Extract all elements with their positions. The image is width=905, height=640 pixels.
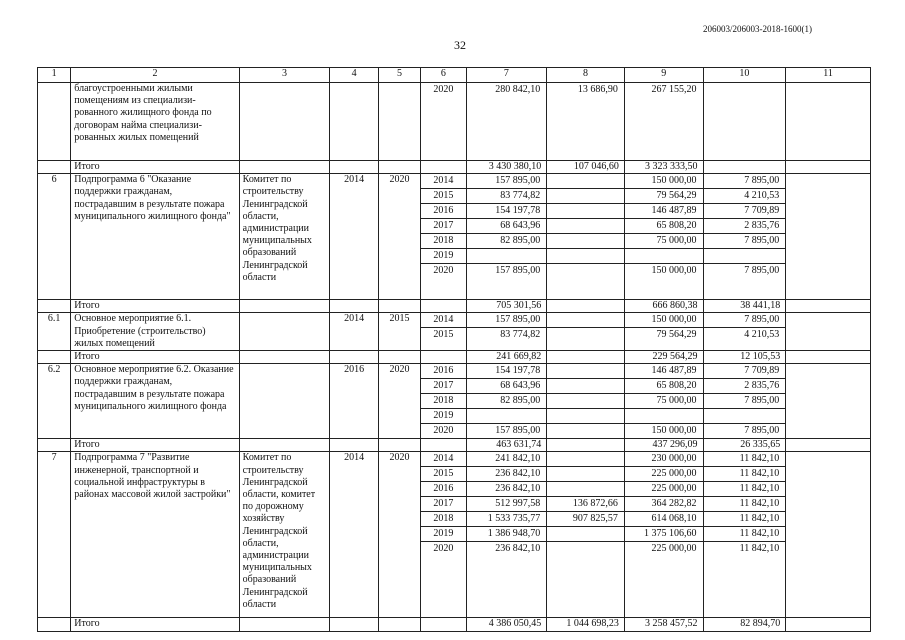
regional-amount: 79 564,29 xyxy=(625,188,703,203)
column-header: 5 xyxy=(378,68,420,83)
item-number: 6.2 xyxy=(38,364,71,439)
local-amount: 11 842,10 xyxy=(704,481,786,496)
local-amount: 7 895,00 xyxy=(744,314,780,326)
total-amount-column xyxy=(466,313,547,351)
local-amount: 11 842,10 xyxy=(704,526,786,541)
total-c10 xyxy=(703,161,786,174)
local-amount: 11 842,10 xyxy=(704,496,786,511)
federal-amount xyxy=(547,466,624,481)
total-notes xyxy=(786,300,871,313)
total-amount-column xyxy=(466,364,547,439)
executor xyxy=(239,83,330,161)
total-empty xyxy=(421,351,466,364)
total-empty xyxy=(378,161,420,174)
local-amount: 7 709,89 xyxy=(744,365,780,377)
federal-amount xyxy=(547,423,624,438)
start-year xyxy=(330,83,378,161)
notes-cell xyxy=(786,364,871,439)
item-number: 6 xyxy=(38,174,71,300)
total-amount: 1 386 948,70 xyxy=(467,526,547,541)
executor: Комитет по строительству Ленинградской области, администрации муниципальных образований Ленинградской области xyxy=(239,174,330,300)
federal-amount xyxy=(547,408,624,423)
total-notes xyxy=(786,618,871,631)
start-year: 2014 xyxy=(330,174,378,300)
regional-amount: 146 487,89 xyxy=(651,365,697,377)
total-amount: 83 774,82 xyxy=(467,188,547,203)
total-amount: 83 774,82 xyxy=(467,327,547,342)
regional-amount: 364 282,82 xyxy=(625,496,703,511)
regional-amount: 267 155,20 xyxy=(651,84,697,95)
local-amount-column xyxy=(703,83,786,161)
federal-amount-column xyxy=(547,83,625,161)
column-header: 3 xyxy=(239,68,330,83)
total-label: Итого xyxy=(71,351,239,364)
total-label: Итого xyxy=(71,618,239,631)
year-cell: 2016 xyxy=(433,365,454,377)
federal-amount xyxy=(547,218,624,233)
total-amount: 157 895,00 xyxy=(495,314,541,326)
item-number xyxy=(38,83,71,161)
year-cell: 2016 xyxy=(421,481,465,496)
item-name: Основное мероприятие 6.2. Оказание поддержки гражданам, пострадавшим в результате пожара муниципального жилищного фонда xyxy=(71,364,239,439)
total-row xyxy=(38,161,871,174)
year-cell: 2014 xyxy=(433,175,454,187)
year-cell: 2016 xyxy=(421,203,465,218)
total-amount: 82 895,00 xyxy=(467,233,547,248)
section-row xyxy=(38,364,871,439)
total-amount xyxy=(467,248,547,263)
program-financing-table xyxy=(37,67,871,632)
local-amount: 11 842,10 xyxy=(704,541,786,556)
total-amount xyxy=(467,408,547,423)
item-name: Подпрограмма 6 "Оказание поддержки гражданам, пострадавшим в результате пожара муниципального жилищного фонда" xyxy=(71,174,239,300)
total-amount-column xyxy=(466,174,547,300)
year-cell: 2020 xyxy=(433,84,454,95)
column-header: 2 xyxy=(71,68,239,83)
regional-amount: 150 000,00 xyxy=(651,175,697,187)
total-empty xyxy=(330,351,378,364)
regional-amount: 150 000,00 xyxy=(651,314,697,326)
federal-amount xyxy=(547,327,624,342)
total-empty xyxy=(421,300,466,313)
federal-amount-column xyxy=(547,452,625,618)
item-name: благоустроенными жилыми помещениям из специализи-рованного жилищного фонда по договорам найма специализи-рованных жилых помещений xyxy=(71,83,239,161)
total-c9: 3 258 457,52 xyxy=(624,618,703,631)
year-cell-column xyxy=(421,452,466,618)
total-c9: 666 860,38 xyxy=(624,300,703,313)
local-amount: 7 895,00 xyxy=(704,233,786,248)
federal-amount xyxy=(547,203,624,218)
total-amount: 154 197,78 xyxy=(495,365,541,377)
regional-amount: 1 375 106,60 xyxy=(625,526,703,541)
regional-amount: 150 000,00 xyxy=(625,263,703,278)
regional-amount: 146 487,89 xyxy=(625,203,703,218)
column-header: 4 xyxy=(330,68,378,83)
total-row xyxy=(38,439,871,452)
column-header: 1 xyxy=(38,68,71,83)
total-spacer xyxy=(38,351,71,364)
total-empty xyxy=(378,351,420,364)
total-spacer xyxy=(38,300,71,313)
executor: Комитет по строительству Ленинградской области, комитет по дорожному хозяйству Ленинградской области, администрации муниципальных образований Ленинградской области xyxy=(239,452,330,618)
year-cell: 2015 xyxy=(421,188,465,203)
total-label: Итого xyxy=(71,161,239,174)
year-cell: 2017 xyxy=(421,378,465,393)
regional-amount: 230 000,00 xyxy=(651,453,697,465)
total-amount-column xyxy=(466,83,547,161)
total-c9: 229 564,29 xyxy=(624,351,703,364)
total-empty xyxy=(330,161,378,174)
total-c9: 3 323 333,50 xyxy=(624,161,703,174)
total-amount: 280 842,10 xyxy=(495,84,541,95)
federal-amount: 13 686,90 xyxy=(577,84,618,95)
executor xyxy=(239,364,330,439)
total-c7: 463 631,74 xyxy=(466,439,547,452)
regional-amount-column xyxy=(624,313,703,351)
section-row xyxy=(38,313,871,351)
federal-amount xyxy=(547,364,624,378)
local-amount: 7 895,00 xyxy=(744,175,780,187)
year-cell: 2020 xyxy=(421,541,465,556)
year-cell: 2018 xyxy=(421,233,465,248)
column-header: 8 xyxy=(547,68,625,83)
regional-amount-column xyxy=(624,83,703,161)
local-amount: 11 842,10 xyxy=(704,466,786,481)
total-empty xyxy=(239,618,330,631)
total-label: Итого xyxy=(71,439,239,452)
total-label: Итого xyxy=(71,300,239,313)
column-header: 9 xyxy=(624,68,703,83)
total-spacer xyxy=(38,439,71,452)
local-amount: 4 210,53 xyxy=(704,188,786,203)
federal-amount xyxy=(547,248,624,263)
total-amount: 82 895,00 xyxy=(467,393,547,408)
document-id: 206003/206003-2018-1600(1) xyxy=(703,24,812,34)
column-header: 10 xyxy=(703,68,786,83)
regional-amount: 614 068,10 xyxy=(625,511,703,526)
total-empty xyxy=(239,439,330,452)
total-c8 xyxy=(547,351,625,364)
item-number: 6.1 xyxy=(38,313,71,351)
federal-amount xyxy=(547,393,624,408)
section-row xyxy=(38,452,871,618)
year-cell: 2020 xyxy=(421,263,465,278)
total-c8: 1 044 698,23 xyxy=(547,618,625,631)
total-amount: 512 997,58 xyxy=(467,496,547,511)
local-amount: 7 895,00 xyxy=(704,423,786,438)
total-amount: 157 895,00 xyxy=(495,175,541,187)
local-amount: 11 842,10 xyxy=(739,453,780,465)
regional-amount xyxy=(625,248,703,263)
year-cell: 2017 xyxy=(421,218,465,233)
year-cell-column xyxy=(421,364,466,439)
section-row xyxy=(38,174,871,300)
local-amount xyxy=(704,408,786,423)
local-amount xyxy=(704,83,786,97)
year-cell: 2015 xyxy=(421,466,465,481)
total-amount: 236 842,10 xyxy=(467,541,547,556)
year-cell: 2018 xyxy=(421,393,465,408)
end-year: 2020 xyxy=(378,174,420,300)
total-notes xyxy=(786,161,871,174)
total-empty xyxy=(330,618,378,631)
total-spacer xyxy=(38,161,71,174)
total-empty xyxy=(378,439,420,452)
item-number: 7 xyxy=(38,452,71,618)
total-c9: 437 296,09 xyxy=(624,439,703,452)
total-c7: 705 301,56 xyxy=(466,300,547,313)
local-amount-column xyxy=(703,313,786,351)
year-cell-column xyxy=(421,83,466,161)
total-empty xyxy=(239,161,330,174)
item-name: Основное мероприятие 6.1. Приобретение (строительство) жилых помещений xyxy=(71,313,239,351)
total-empty xyxy=(239,351,330,364)
regional-amount-column xyxy=(624,452,703,618)
year-cell: 2017 xyxy=(421,496,465,511)
regional-amount xyxy=(625,408,703,423)
column-header: 6 xyxy=(421,68,466,83)
local-amount: 7 895,00 xyxy=(704,263,786,278)
total-empty xyxy=(421,439,466,452)
start-year: 2014 xyxy=(330,452,378,618)
regional-amount: 65 808,20 xyxy=(625,218,703,233)
regional-amount: 75 000,00 xyxy=(625,393,703,408)
federal-amount-column xyxy=(547,364,625,439)
total-spacer xyxy=(38,618,71,631)
total-row xyxy=(38,300,871,313)
federal-amount xyxy=(547,174,624,188)
total-notes xyxy=(786,439,871,452)
start-year: 2016 xyxy=(330,364,378,439)
regional-amount: 75 000,00 xyxy=(625,233,703,248)
total-c7: 4 386 050,45 xyxy=(466,618,547,631)
start-year: 2014 xyxy=(330,313,378,351)
total-notes xyxy=(786,351,871,364)
federal-amount xyxy=(547,233,624,248)
local-amount: 2 835,76 xyxy=(704,218,786,233)
regional-amount: 79 564,29 xyxy=(625,327,703,342)
total-row xyxy=(38,351,871,364)
page-number: 32 xyxy=(454,38,466,52)
year-cell: 2020 xyxy=(421,423,465,438)
end-year xyxy=(378,83,420,161)
year-cell: 2014 xyxy=(433,453,454,465)
year-cell-column xyxy=(421,313,466,351)
year-cell: 2019 xyxy=(421,408,465,423)
total-empty xyxy=(421,161,466,174)
federal-amount xyxy=(547,188,624,203)
regional-amount-column xyxy=(624,364,703,439)
total-empty xyxy=(330,300,378,313)
local-amount: 2 835,76 xyxy=(704,378,786,393)
local-amount xyxy=(704,248,786,263)
total-c7: 241 669,82 xyxy=(466,351,547,364)
local-amount: 7 895,00 xyxy=(704,393,786,408)
column-header: 7 xyxy=(466,68,547,83)
executor xyxy=(239,313,330,351)
regional-amount: 225 000,00 xyxy=(625,541,703,556)
federal-amount: 907 825,57 xyxy=(547,511,624,526)
total-amount: 154 197,78 xyxy=(467,203,547,218)
regional-amount: 150 000,00 xyxy=(625,423,703,438)
total-amount: 241 842,10 xyxy=(495,453,541,465)
section-row xyxy=(38,83,871,161)
notes-cell xyxy=(786,174,871,300)
regional-amount: 225 000,00 xyxy=(625,481,703,496)
year-cell: 2019 xyxy=(421,248,465,263)
column-header-row xyxy=(38,68,871,83)
local-amount-column xyxy=(703,364,786,439)
federal-amount xyxy=(547,313,624,327)
local-amount: 11 842,10 xyxy=(704,511,786,526)
local-amount-column xyxy=(703,452,786,618)
notes-cell xyxy=(786,83,871,161)
total-amount-column xyxy=(466,452,547,618)
federal-amount: 136 872,66 xyxy=(547,496,624,511)
total-c10: 82 894,70 xyxy=(703,618,786,631)
total-c10: 26 335,65 xyxy=(703,439,786,452)
end-year: 2020 xyxy=(378,452,420,618)
total-amount: 1 533 735,77 xyxy=(467,511,547,526)
total-c8 xyxy=(547,439,625,452)
total-c8: 107 046,60 xyxy=(547,161,625,174)
notes-cell xyxy=(786,452,871,618)
total-c10: 38 441,18 xyxy=(703,300,786,313)
federal-amount-column xyxy=(547,174,625,300)
end-year: 2020 xyxy=(378,364,420,439)
federal-amount xyxy=(547,378,624,393)
total-row xyxy=(38,618,871,631)
column-header: 11 xyxy=(786,68,871,83)
federal-amount xyxy=(547,263,624,278)
total-empty xyxy=(421,618,466,631)
federal-amount-column xyxy=(547,313,625,351)
federal-amount xyxy=(547,541,624,556)
total-empty xyxy=(378,300,420,313)
year-cell: 2019 xyxy=(421,526,465,541)
year-cell-column xyxy=(421,174,466,300)
regional-amount: 65 808,20 xyxy=(625,378,703,393)
regional-amount: 225 000,00 xyxy=(625,466,703,481)
federal-amount xyxy=(547,481,624,496)
year-cell: 2018 xyxy=(421,511,465,526)
federal-amount xyxy=(547,452,624,466)
total-amount: 157 895,00 xyxy=(467,263,547,278)
federal-amount xyxy=(547,526,624,541)
total-empty xyxy=(239,300,330,313)
local-amount: 7 709,89 xyxy=(704,203,786,218)
end-year: 2015 xyxy=(378,313,420,351)
local-amount: 4 210,53 xyxy=(704,327,786,342)
total-c8 xyxy=(547,300,625,313)
total-c7: 3 430 380,10 xyxy=(466,161,547,174)
total-empty xyxy=(330,439,378,452)
total-c10: 12 105,53 xyxy=(703,351,786,364)
year-cell: 2015 xyxy=(421,327,465,342)
regional-amount-column xyxy=(624,174,703,300)
local-amount-column xyxy=(703,174,786,300)
total-empty xyxy=(378,618,420,631)
notes-cell xyxy=(786,313,871,351)
total-amount: 236 842,10 xyxy=(467,481,547,496)
item-name: Подпрограмма 7 "Развитие инженерной, транспортной и социальной инфраструктуры в районах массовой жилой застройки" xyxy=(71,452,239,618)
total-amount: 68 643,96 xyxy=(467,218,547,233)
total-amount: 236 842,10 xyxy=(467,466,547,481)
total-amount: 68 643,96 xyxy=(467,378,547,393)
total-amount: 157 895,00 xyxy=(467,423,547,438)
year-cell: 2014 xyxy=(433,314,454,326)
